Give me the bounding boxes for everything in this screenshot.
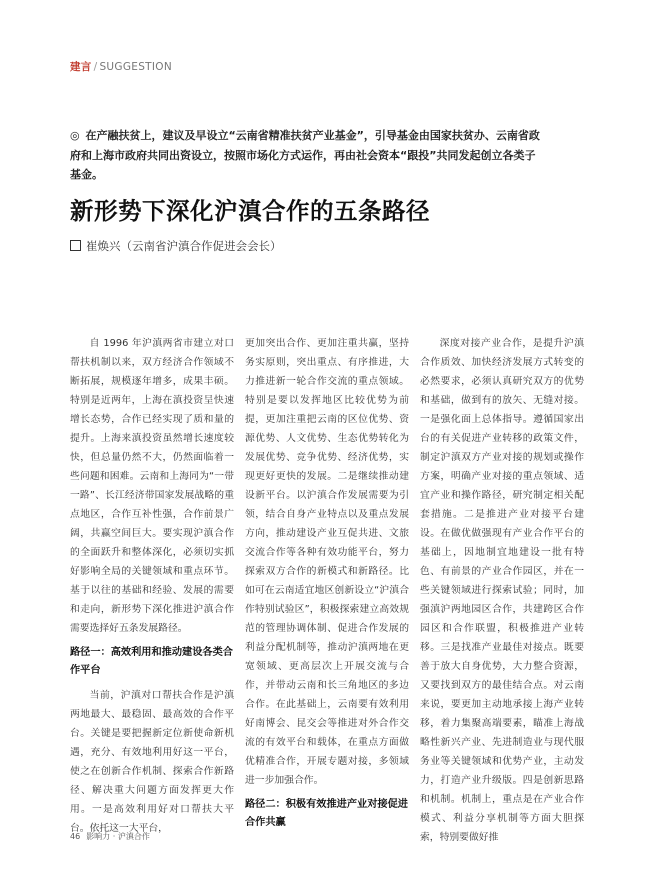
publication-name: 影响力 · 沪滇合作 xyxy=(86,832,150,841)
body-column-1 xyxy=(70,334,234,838)
page-number: 46 xyxy=(70,832,81,841)
author-box-icon xyxy=(70,240,81,251)
paragraph: 深度对接产业合作，是提升沪滇合作质效、加快经济发展方式转变的必然要求，必须认真研究双方的优势和基础，做到有的放矢、无缝对接。一是强化面上总体指导。遵循国家出台的有关促进产业转移的政策文件，制定沪滇双方产业对接的规划或操作方案，明确产业对接的重点领域、适宜产业和操作路径，研究制定相关配套措施。二是推进产业对接平台建设。在做优做强现有产业合作平台的基础上，因地制宜地建设一批有特色、有前景的产业合作园区，并在一些关键领域进行探索试验；同时，加强滇沪两地园区合作，共建跨区合作园区和合作联盟，积极推进产业转移。三是找准产业最佳对接点。既要善于放大自身优势，大力整合资源，又要找到双方的最佳结合点。对云南来说，要更加主动地承接上海产业转移，着力集聚高端要素，瞄准上海战略性新兴产业、先进制造业与现代服务业等关键领域和优势产业，主动发力，打造产业升级版。四是创新思路和机制。机制上，重点是在产业合作模式、利益分享机制等方面大胆探索，特别要做好推 xyxy=(420,338,584,843)
paragraph: 自 1996 年沪滇两省市建立对口帮扶机制以来，双方经济合作领域不断拓展，规模逐年增多，成果丰硕。特别是近两年，上海在滇投资呈快速增长态势，合作已经实现了质和量的提升。上海来滇投资虽然增长速度较快，但总量仍然不大，仍然面临着一些问题和困难。云南和上海同为“一带一路”、长江经济带国家发展战略的重点地区，合作互补性强，合作前景广阔，共赢空间巨大。要实现沪滇合作的全面跃升和整体深化，必须切实抓好影响全局的关键领域和重点环节。基于以往的基础和经验、发展的需要和走向，新形势下深化推进沪滇合作需要选择好五条发展路径。 xyxy=(70,338,234,634)
body-column-2 xyxy=(245,334,409,838)
section-tag-cn: 建言 xyxy=(70,61,92,73)
article-title: 新形势下深化沪滇合作的五条路径 xyxy=(70,197,430,225)
paragraph: 当前，沪滇对口帮扶合作是沪滇两地最大、最稳固、最高效的合作平台。关键是要把握新定位新使命新机遇，充分、有效地利用好这一平台，使之在创新合作机制、探索合作新路径、解决重大问题方面发挥更大作用。一是高效利用好对口帮扶大平台。依托这一大平台， xyxy=(70,690,234,834)
section-tag xyxy=(70,59,172,74)
abstract xyxy=(70,126,540,185)
abstract-bullet-icon: ◎ xyxy=(70,129,80,142)
paragraph: 更加突出合作、更加注重共赢，坚持务实原则，突出重点、有序推进，大力推进新一轮合作交流的重点领域。特别是要以发挥地区比较优势为前提，更加注重把云南的区位优势、资源优势、人文优势、生态优势转化为发展优势、竞争优势、经济优势，实现更好更快的发展。二是继续推动建设新平台。以沪滇合作发展需要为引领，结合自身产业特点以及重点发展方向，推动建设产业互促共进、文旅交流合作等各种有效功能平台，努力探索双方合作的新模式和新路径。比如可在云南适宜地区创新设立“沪滇合作特别试验区”，积极探索建立高效规范的管理协调体制、促进合作发展的利益分配机制等，推动沪滇两地在更宽领域、更高层次上开展交流与合作，并带动云南和长三角地区的多边合作。在此基础上，云南要有效利用好南博会、昆交会等推进对外合作交流的有效平台和载体，在重点方面做优精准合作，开展专题对接，多领域进一步加强合作。 xyxy=(245,338,409,786)
section-heading: 路径二：积极有效推进产业对接促进合作共赢 xyxy=(245,799,408,828)
abstract-text: 在产融扶贫上，建议及早设立“云南省精准扶贫产业基金”，引导基金由国家扶贫办、云南省政府和上海市政府共同出资设立，按照市场化方式运作，再由社会资本“跟投”共同发起创立各类子基金。 xyxy=(70,129,540,181)
section-tag-en: SUGGESTION xyxy=(99,61,173,73)
body-column-3 xyxy=(420,334,584,847)
author-line xyxy=(70,238,282,254)
page-footer xyxy=(70,831,150,842)
author-name: 崔焕兴（云南省沪滇合作促进会会长） xyxy=(86,239,282,253)
section-tag-separator: / xyxy=(93,61,98,73)
section-heading: 路径一：高效利用和推动建设各类合作平台 xyxy=(70,647,233,676)
